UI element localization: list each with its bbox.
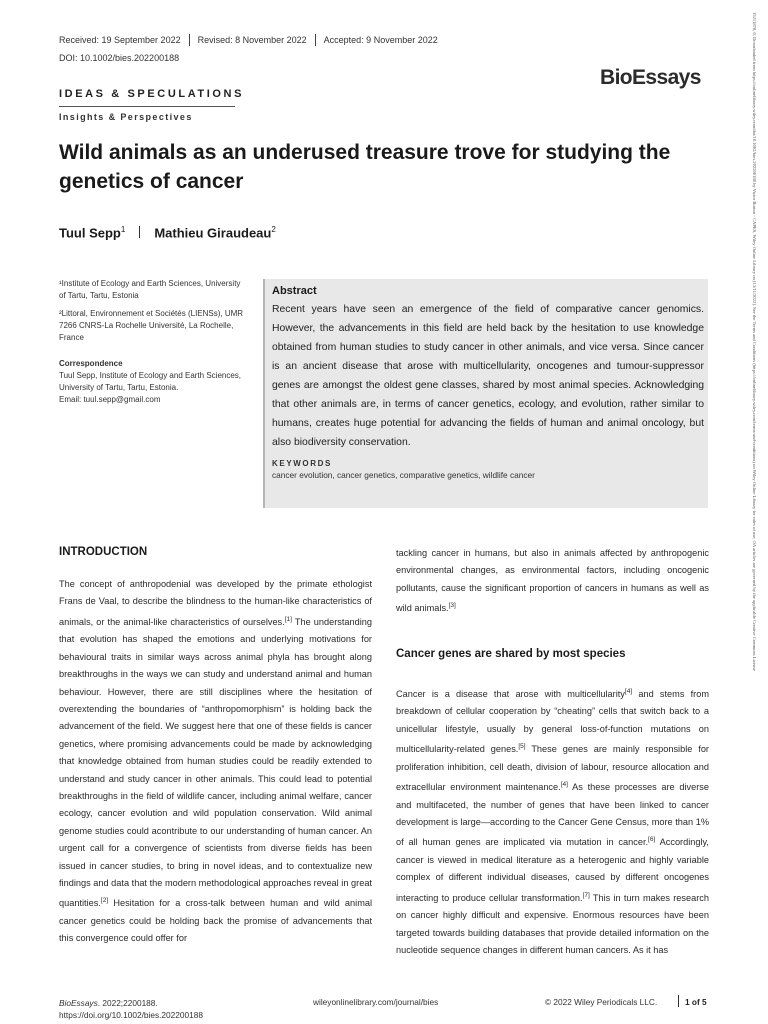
divider [139,226,140,238]
correspondence-address: Tuul Sepp, Institute of Ecology and Earth Sciences, University of Tartu, Tartu, Estonia. [59,371,242,392]
accepted-date: Accepted: 9 November 2022 [323,35,438,45]
correspondence-email[interactable]: Email: tuul.sepp@gmail.com [59,395,161,404]
affiliation: ²Littoral, Environnement et Sociétés (LIENSs), UMR 7266 CNRS-La Rochelle Université, La Rochelle, France [59,309,244,342]
paragraph: tackling cancer in humans, but also in animals affected by anthropogenic environmental changes, as environmental factors, including oncogenic pollutants, cause the significant proportion of cancers in humans as well as wild animals.[3] [396,548,709,614]
citation[interactable]: [6] [648,836,656,844]
citation[interactable]: [4] [624,688,633,695]
abstract-text: Recent years have seen an emergence of the field of comparative cancer genomics. However, the advancements in this field are held back by the hesitation to use knowledge obtained from human studies to study cancer in other animals, and vice versa. Since cancer is an ancient disease that arose with multicellularity, oncogenes and tumour-suppressor genes are amongst the oldest gene classes, shared by most animal species. Acknowledging that other animals are, in terms of cancer genetics, ecology, and evolution, rather similar to humans, creates huge potential for advancing the fields of human and animal oncology, but also biodiversity conservation. [272,304,704,448]
cancer-genes-heading: Cancer genes are shared by most species [396,648,626,660]
section-label: IDEAS & SPECULATIONS [59,88,245,100]
citation[interactable]: [5] [518,743,526,751]
divider [315,34,316,46]
cancer-genes-text [396,683,709,959]
author[interactable]: Mathieu Giraudeau$^2$ [154,225,276,241]
download-notice: 15211878, 0, Downloaded from https://onlinelibrary.wiley.com/doi/10.1002/bies.202200188 by Victor Burton - CAPES, Wiley Online Library on [13/11/2022]. See the Terms and Conditions (https://onlinelibrary.wiley.com/terms-and-conditions) on Wiley Online Library for rules of use; OA articles are governed by the applicable Creative Commons License [752,12,757,672]
citation[interactable]: [1] [284,615,292,623]
citation[interactable]: [7] [582,891,590,899]
introduction-text [59,576,372,948]
footer-copyright: © 2022 Wiley Periodicals LLC. [545,997,658,1007]
revised-date: Revised: 8 November 2022 [197,35,307,45]
divider [189,34,190,46]
footer-citation: BioEssays. 2022;2200188. https://doi.org/10.1002/bies.202200188 [59,998,203,1020]
correspondence-heading: Correspondence [59,359,123,368]
affiliation: ¹Institute of Ecology and Earth Sciences, University of Tartu, Tartu, Estonia [59,279,241,300]
received-date: Received: 19 September 2022 [59,35,181,45]
subsection-label: Insights & Perspectives [59,112,193,122]
author[interactable]: Tuul Sepp$^1$ [59,225,126,241]
affiliations [59,278,249,406]
doi[interactable]: DOI: 10.1002/bies.202200188 [59,53,180,63]
paragraph: The concept of anthropodenial was developed by the primate ethologist Frans de Vaal, to describe the blindness to the human-like characteristics of animals, or the animal-like characteristics of ourselves.[1] The understanding that evolution has shaped the emotions and underlying motivations for behavioural traits in similar ways across animal phyla has brought along breakthroughs in the ways we can study and understand animal and human behaviour. However, there are still disciplines where the hesitation of overextending the boundaries of “anthropomorphism” is holding back the advancement of the field. We suggest here that one of these fields is cancer genetics, where promising advancements could be made by acknowledging that knowledge obtained from human studies could be readily extended to understand and study cancer in other animals. This could lead to potential breakthroughs in the field of wildlife cancer, including animal welfare, cancer ecology, cancer evolution and wild population conservation. Wild animal genome studies could acontribute to our understanding of human cancer. An urgent call for a convergence of scientists from diverse fields has been issued in cancer studies, to bring in novel ideas, and to contextualize new findings and data that the modern methodological approaches reveal in great quantities.[2] Hesitation for a cross-talk between human and wild animal cancer genetics could be holding back the promise of advancements that this convergence could offer for [59,579,372,944]
keywords-heading: KEYWORDS [272,459,332,468]
abstract-heading: Abstract [272,285,317,297]
introduction-heading: INTRODUCTION [59,546,148,558]
citation[interactable]: [2] [100,897,109,905]
footer-site-link[interactable]: wileyonlinelibrary.com/journal/bies [313,997,439,1007]
divider [678,995,679,1007]
paragraph: Cancer is a disease that arose with multicellularity[4] and stems from breakdown of cellular cooperation by “cheating” cells that switch back to a unicellular lifestyle, usually by general loss-of-function mutations on multicellularity-related genes.[5] These genes are mainly responsible for proliferation inhibition, cell death, division of labour, resource allocation and extracellular environment maintenance.[4] As these processes are diverse and multifaceted, the number of genes that have been linked to cancer development is large—according to the Cancer Gene Census, more than 1% of all human genes are implicated via mutation in cancer.[6] Accordingly, cancer is viewed in medical literature as a heterogenic and highly variable complex of different individual diseases, caused by different oncogenes interacting to produce cellular transformation.[7] This in turn makes research on cancer highly difficult and expensive. Enormous resources have been targeted towards building databases that provide detailed information on the nucleotide sequence changes in different human cancers. As it has [396,688,710,955]
section-rule [59,106,235,107]
introduction-continued [396,545,709,618]
keywords: cancer evolution, cancer genetics, comparative genetics, wildlife cancer [272,470,535,480]
article-title: Wild animals as an underused treasure trove for studying the genetics of cancer [59,141,671,193]
citation[interactable]: [4] [560,781,568,789]
publication-dates [59,34,438,46]
page-number: 1 of 5 [685,997,707,1007]
abstract-box [263,279,708,508]
footer-doi-link[interactable]: https://doi.org/10.1002/bies.202200188 [59,1010,203,1020]
journal-logo: BioEssays [600,66,701,89]
author-list [59,225,276,240]
citation[interactable]: [3] [448,602,456,610]
